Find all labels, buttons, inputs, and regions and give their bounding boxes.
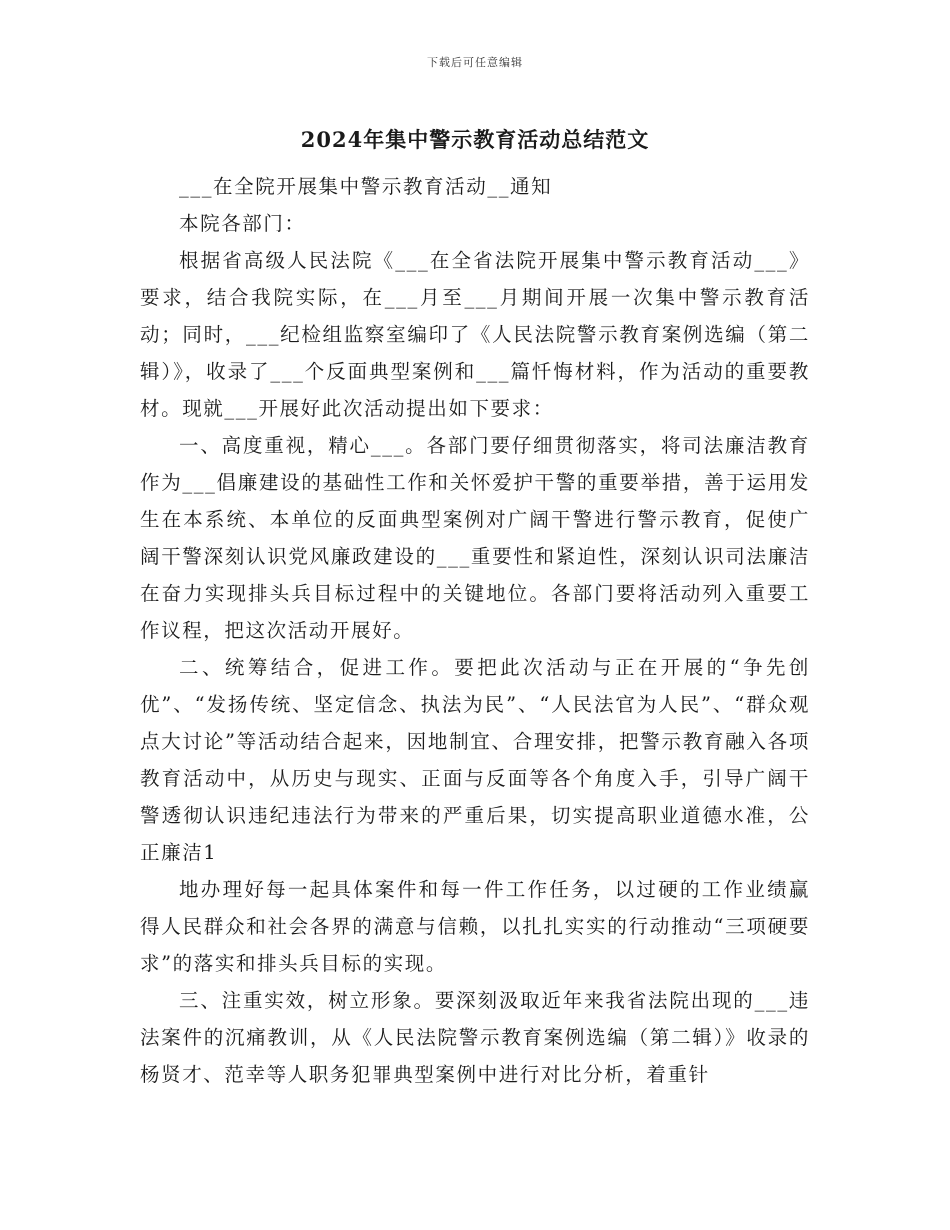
document-body: [140, 168, 810, 1093]
paragraph-intro: 根据省高级人民法院《___在全省法院开展集中警示教育活动___》要求，结合我院实际，在___月至___月期间开展一次集中警示教育活动；同时，___纪检组监察室编印了《人民法院警示教育案例选编（第二辑）》，收录了___个反面典型案例和___篇忏悔材料，作为活动的重要教材。现就___开展好此次活动提出如下要求：: [140, 249, 810, 420]
paragraph-point-two: 二、统筹结合，促进工作。要把此次活动与正在开展的“争先创优”、“发扬传统、坚定信念、执法为民”、“人民法官为人民”、“群众观点大讨论”等活动结合起来，因地制宜、合理安排，把警示教育融入各项教育活动中，从历史与现实、正面与反面等各个角度入手，引导广阔干警透彻认识违纪违法行为带来的严重后果，切实提高职业道德水准，公正廉洁1: [140, 656, 810, 864]
paragraph-notice-title: ___在全院开展集中警示教育活动__通知: [179, 175, 553, 198]
paragraph-point-three: 三、注重实效，树立形象。要深刻汲取近年来我省法院出现的___违法案件的沉痛教训，从《人民法院警示教育案例选编（第二辑）》收录的杨贤才、范幸等人职务犯罪典型案例中进行对比分析，着重针: [140, 989, 810, 1086]
paragraph-point-one: 一、高度重视，精心___。各部门要仔细贯彻落实，将司法廉洁教育作为___倡廉建设的基础性工作和关怀爱护干警的重要举措，善于运用发生在本系统、本单位的反面典型案例对广阔干警进行警示教育，促使广阔干警深刻认识党风廉政建设的___重要性和紧迫性，深刻认识司法廉洁在奋力实现排头兵目标过程中的关键地位。各部门要将活动列入重要工作议程，把这次活动开展好。: [140, 434, 810, 642]
paragraph-salutation: 本院各部门：: [179, 212, 306, 235]
paragraph-continuation: 地办理好每一起具体案件和每一件工作任务，以过硬的工作业绩赢得人民群众和社会各界的满意与信赖，以扎扎实实的行动推动“三项硬要求”的落实和排头兵目标的实现。: [140, 878, 810, 975]
header-note: 下载后可任意编辑: [427, 56, 523, 69]
document-title: 2024年集中警示教育活动总结范文: [300, 127, 650, 152]
